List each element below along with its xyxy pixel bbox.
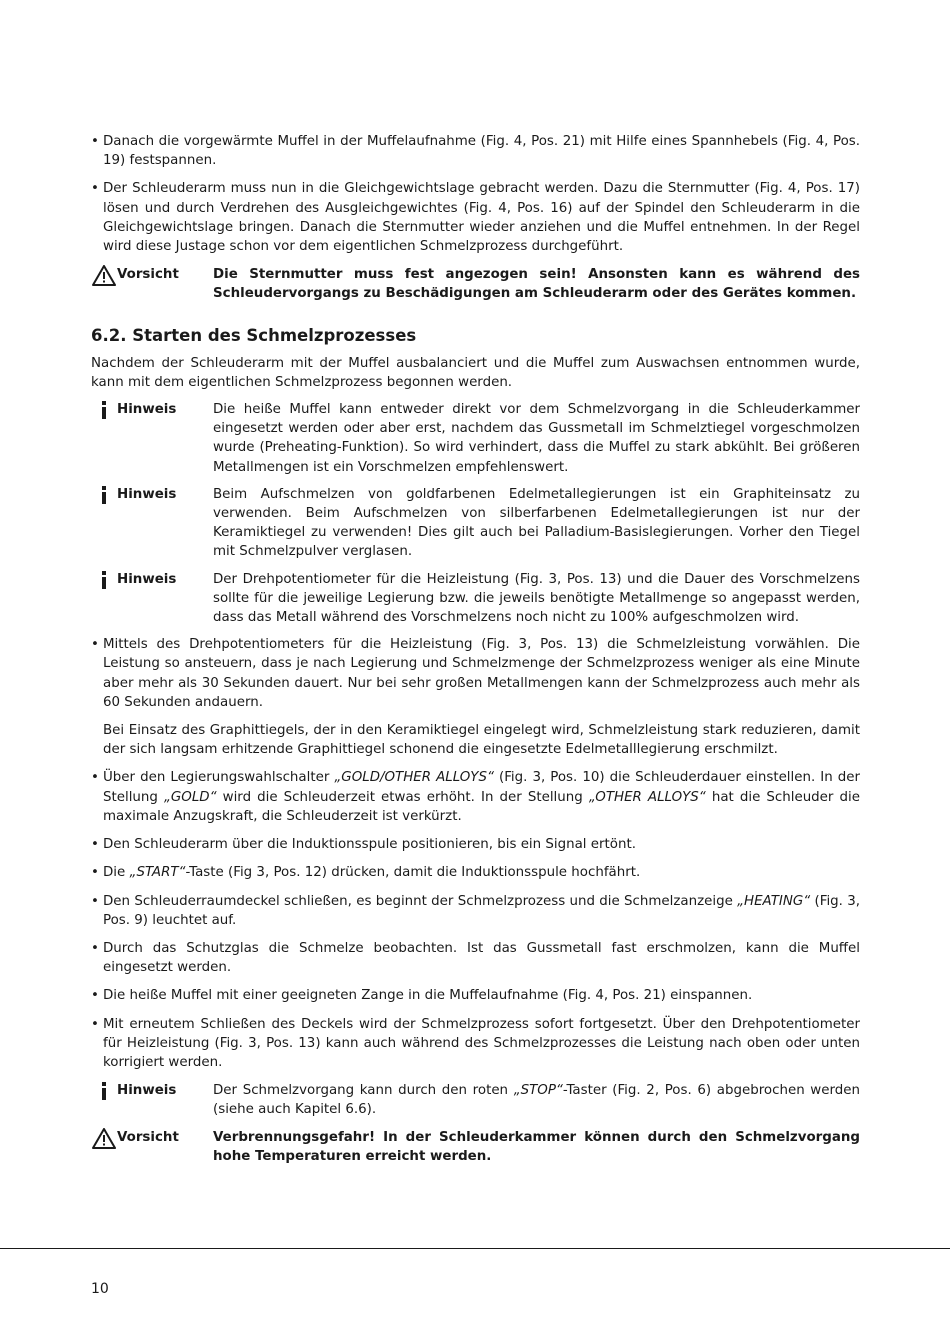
bullet-dot: • — [91, 865, 99, 881]
bullet-text: Mit erneutem Schließen des Deckels wird der Schmelzprozess sofort fortgesetzt. Über den Drehpotentiometer für Heizleistung (Fig. 3, Pos. 13) kann auch während des Schmelzprozesses die Leistung nach oben oder unten korrigiert werden. — [103, 1016, 860, 1070]
bullet-dot: • — [91, 134, 99, 149]
list-item — [91, 835, 860, 854]
hint-note — [91, 485, 860, 562]
bullet-text: Danach die vorgewärmte Muffel in der Muffelaufnahme (Fig. 4, Pos. 21) mit Hilfe eines Spannhebels (Fig. 4, Pos. 19) festspannen. — [103, 134, 860, 169]
caution-text: Die Sternmutter muss fest angezogen sein! Ansonsten kann es während des Schleudervorgangs zu Beschädigungen am Schleuderarm oder des Gerätes kommen. — [213, 267, 860, 302]
info-icon — [91, 485, 117, 504]
warning-triangle-icon — [91, 265, 117, 286]
caution-label — [91, 265, 213, 303]
bullet-dot: • — [91, 988, 99, 1004]
footer-rule — [0, 1248, 950, 1249]
page-content — [91, 132, 860, 1174]
list-item — [91, 768, 860, 826]
list-item — [91, 986, 860, 1005]
page-number: 10 — [91, 1281, 109, 1297]
caution-note — [91, 265, 860, 303]
caution-word: Vorsicht — [117, 1129, 179, 1145]
list-item — [91, 635, 860, 712]
list-item — [91, 939, 860, 977]
info-icon — [91, 1081, 117, 1100]
hint-note — [91, 570, 860, 628]
caution-text: Verbrennungsgefahr! In der Schleuderkammer können durch den Schmelzvorgang hohe Temperaturen erreicht werden. — [213, 1129, 860, 1164]
list-item — [91, 892, 860, 930]
hint-text: Der Schmelzvorgang kann durch den roten „STOP“-Taster (Fig. 2, Pos. 6) abgebrochen werden (siehe auch Kapitel 6.6). — [213, 1083, 860, 1118]
bullet-text: Den Schleuderraumdeckel schließen, es beginnt der Schmelzprozess und die Schmelzanzeige „HEATING“ (Fig. 3, Pos. 9) leuchtet auf. — [103, 893, 860, 928]
bullet-text: Die „START“-Taste (Fig 3, Pos. 12) drücken, damit die Induktionsspule hochfährt. — [103, 865, 641, 881]
hint-word: Hinweis — [117, 486, 177, 502]
bullet-text: Mittels des Drehpotentiometers für die Heizleistung (Fig. 3, Pos. 13) die Schmelzleistung vorwählen. Die Leistung so ansteuern, dass je nach Legierung und Schmelzmenge der Schmelzprozess weniger als eine Minute aber mehr als 30 Sekunden dauert. Nur bei sehr großen Metallmengen kann der Schmelzprozess auch mehr als 60 Sekunden andauern. — [103, 637, 860, 710]
stop-key-label: „STOP“ — [513, 1083, 563, 1099]
start-key-label: „START“ — [129, 865, 186, 881]
bullet-text: Über den Legierungswahlschalter „GOLD/OTHER ALLOYS“ (Fig. 3, Pos. 10) die Schleuderdauer einstellen. In der Stellung „GOLD“ wird die Schleuderzeit etwas erhöht. In der Stellung „OTHER ALLOYS“ hat die Schleuder die maximale Anzugskraft, die Schleuderzeit ist verkürzt. — [103, 770, 860, 824]
hint-text: Die heiße Muffel kann entweder direkt vor dem Schmelzvorgang in die Schleuderkammer eingesetzt werden oder aber erst, nachdem das Gussmetall im Schmelztiegel vorgeschmolzen wurde (Preheating-Funktion). So wird verhindert, dass die Muffel zu stark abkühlt. Bei größeren Metallmengen ist ein Vorschmelzen empfehlenswert. — [213, 402, 860, 475]
heating-indicator-label: „HEATING“ — [737, 893, 811, 909]
list-item — [91, 863, 860, 882]
bullet-dot: • — [91, 181, 99, 197]
hint-word: Hinweis — [117, 402, 177, 418]
caution-word: Vorsicht — [117, 267, 179, 283]
caution-label — [91, 1128, 213, 1166]
switch-label: „GOLD/OTHER ALLOYS“ — [334, 770, 494, 786]
bullet-text: Durch das Schutzglas die Schmelze beobachten. Ist das Gussmetall fast erschmolzen, kann die Muffel eingesetzt werden. — [103, 940, 860, 976]
bullet-dot: • — [91, 637, 99, 653]
hint-text: Der Drehpotentiometer für die Heizleistung (Fig. 3, Pos. 13) und die Dauer des Vorschmelzens sollte für die jeweilige Legierung bzw. die jeweils benötigte Metallmenge so angepasst werden, dass das Metall während des Vorschmelzens noch nicht zu 100% aufgeschmolzen wird. — [213, 571, 860, 626]
hint-note — [91, 1081, 860, 1119]
bullet-text: Der Schleuderarm muss nun in die Gleichgewichtslage gebracht werden. Dazu die Sternmutter (Fig. 4, Pos. 17) lösen und durch Verdrehen des Ausgleichgewichtes (Fig. 4, Pos. 16) auf der Spindel den Schleuderarm in die Gleichgewichtslage bringen. Danach die Sternmutter wieder anziehen und die Muffel entnehmen. In der Regel wird diese Justage schon vor dem eigentlichen Schmelzprozess durchgeführt. — [103, 181, 860, 255]
hint-word: Hinweis — [117, 1083, 177, 1099]
bullet-dot: • — [91, 940, 99, 956]
bullet-text: Den Schleuderarm über die Induktionsspule positionieren, bis ein Signal ertönt. — [103, 837, 636, 853]
list-item — [91, 1015, 860, 1073]
info-icon — [91, 400, 117, 419]
hint-word: Hinweis — [117, 571, 177, 587]
list-item — [91, 179, 860, 256]
bullet-dot: • — [91, 1016, 99, 1032]
hint-note — [91, 400, 860, 477]
bullet-dot: • — [91, 770, 99, 786]
info-icon — [91, 570, 117, 589]
bullet-text: Die heiße Muffel mit einer geeigneten Zange in die Muffelaufnahme (Fig. 4, Pos. 21) einspannen. — [103, 988, 753, 1004]
bullet-dot: • — [91, 893, 99, 909]
caution-note — [91, 1128, 860, 1166]
warning-triangle-icon — [91, 1128, 117, 1149]
hint-text: Beim Aufschmelzen von goldfarbenen Edelmetallegierungen ist ein Graphiteinsatz zu verwenden. Beim Aufschmelzen von silberfarbenen Edelmetallegierungen ist nur der Keramiktiegel zu verwenden! Dies gilt auch bei Palladium-Basislegierungen. Vorher den Tiegel mit Schmelzpulver verglasen. — [213, 486, 860, 560]
bullet-dot: • — [91, 837, 99, 853]
list-item — [91, 132, 860, 170]
section-intro: Nachdem der Schleuderarm mit der Muffel ausbalanciert und die Muffel zum Auswachsen entnommen wurde, kann mit dem eigentlichen Schmelzprozess begonnen werden. — [91, 355, 860, 390]
switch-position-other: „OTHER ALLOYS“ — [588, 789, 706, 805]
switch-position-gold: „GOLD“ — [163, 789, 217, 805]
sub-paragraph: Bei Einsatz des Graphittiegels, der in den Keramiktiegel eingelegt wird, Schmelzleistung stark reduzieren, damit der sich langsam erhitzende Graphittiegel schonend die eingesetzte Edelmetalllegierung erschmilzt. — [103, 723, 860, 758]
section-heading: 6.2. Starten des Schmelzprozesses — [91, 325, 417, 345]
